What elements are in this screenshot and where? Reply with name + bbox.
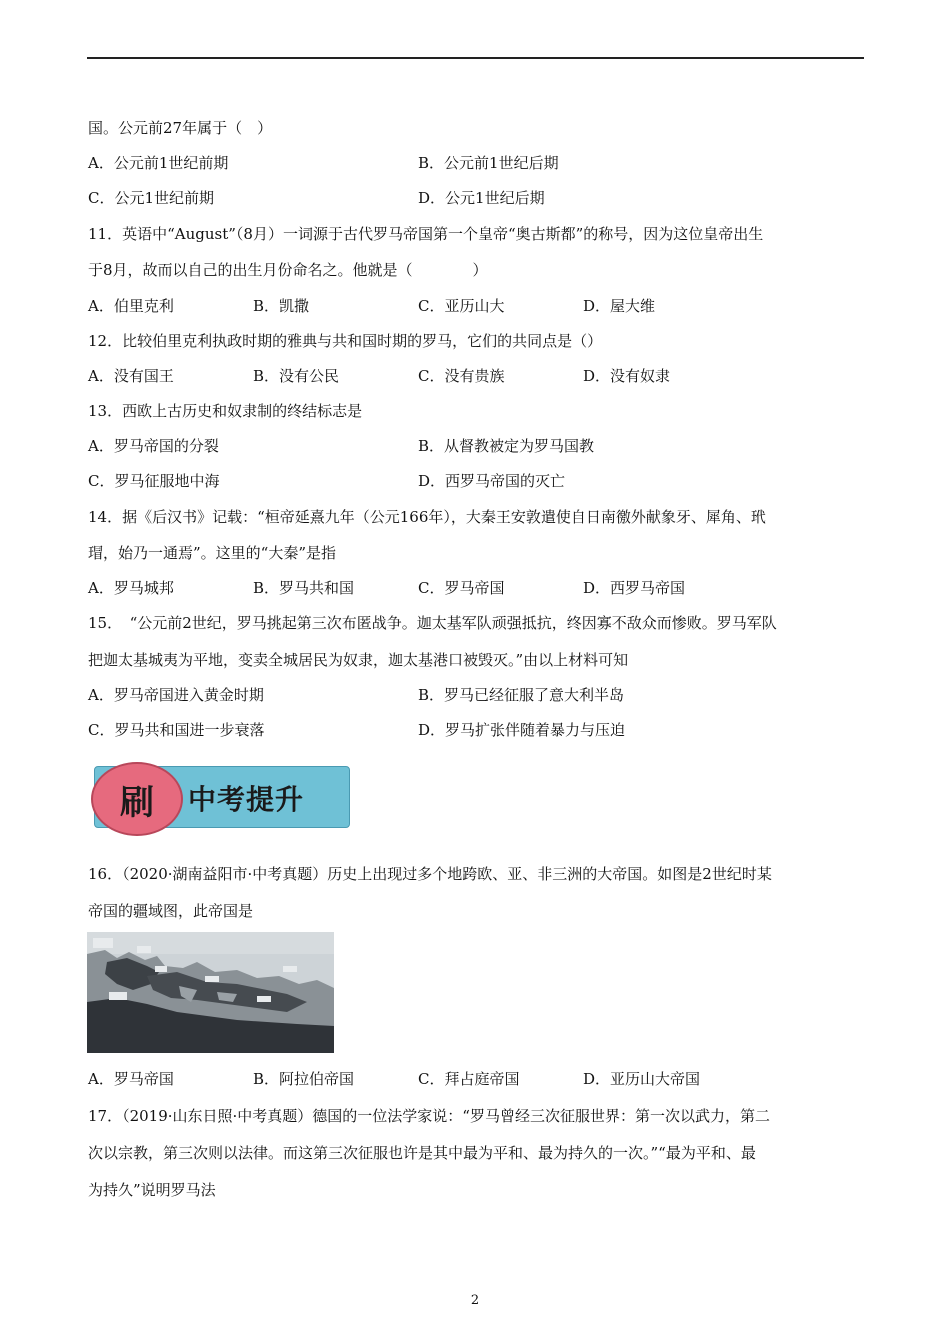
q17-stem-line1: 17．（2019·山东日照·中考真题）德国的一位法学家说：“罗马曾经三次征服世界：第一次以武力，第二 xyxy=(88,1107,770,1125)
q17-stem-line3: 为持久”说明罗马法 xyxy=(88,1181,216,1199)
q10-stem-cont: 国。公元前27年属于（ ） xyxy=(88,119,273,137)
q11-option-b[interactable]: B．凯撒 xyxy=(253,297,310,315)
banner-badge-text: 刷 xyxy=(120,782,154,823)
q16-option-d[interactable]: D．亚历山大帝国 xyxy=(583,1070,701,1088)
section-banner xyxy=(88,762,350,834)
q12-stem: 12．比较伯里克利执政时期的雅典与共和国时期的罗马，它们的共同点是（） xyxy=(88,332,603,350)
q13-option-d[interactable]: D．西罗马帝国的灭亡 xyxy=(418,472,566,490)
q15-stem-line1: 15． “公元前2世纪，罗马挑起第三次布匿战争。迦太基军队顽强抵抗，终因寡不敌众而惨败。罗马军队 xyxy=(88,614,777,632)
q12-option-d[interactable]: D．没有奴隶 xyxy=(583,367,671,385)
q16-stem-line1: 16．（2020·湖南益阳市·中考真题）历史上出现过多个地跨欧、亚、非三洲的大帝国。如图是2世纪时某 xyxy=(88,865,772,883)
q11-option-d[interactable]: D．屋大维 xyxy=(583,297,656,315)
q13-option-c[interactable]: C．罗马征服地中海 xyxy=(88,472,220,490)
empire-map-image xyxy=(87,932,334,1053)
q14-option-c[interactable]: C．罗马帝国 xyxy=(418,579,505,597)
q16-option-c[interactable]: C．拜占庭帝国 xyxy=(418,1070,520,1088)
q12-option-a[interactable]: A．没有国王 xyxy=(88,367,174,385)
q14-option-b[interactable]: B．罗马共和国 xyxy=(253,579,355,597)
q15-option-c[interactable]: C．罗马共和国进一步衰落 xyxy=(88,721,265,739)
banner-badge xyxy=(91,762,183,836)
header-rule xyxy=(87,57,864,59)
q10-option-a[interactable]: A．公元前1世纪前期 xyxy=(88,154,229,172)
q13-stem: 13．西欧上古历史和奴隶制的终结标志是 xyxy=(88,402,363,420)
q17-stem-line2: 次以宗教，第三次则以法律。而这第三次征服也许是其中最为平和、最为持久的一次。”“最为平和、最 xyxy=(88,1144,756,1162)
q13-option-a[interactable]: A．罗马帝国的分裂 xyxy=(88,437,219,455)
banner-title: 中考提升 xyxy=(188,783,305,816)
q15-option-a[interactable]: A．罗马帝国进入黄金时期 xyxy=(88,686,264,704)
q16-option-a[interactable]: A．罗马帝国 xyxy=(88,1070,174,1088)
q10-option-c[interactable]: C．公元1世纪前期 xyxy=(88,189,215,207)
q14-stem-line2: 瑁，始乃一通焉”。这里的“大秦”是指 xyxy=(88,544,337,562)
q14-option-d[interactable]: D．西罗马帝国 xyxy=(583,579,686,597)
q11-option-c[interactable]: C．亚历山大 xyxy=(418,297,505,315)
q16-stem-line2: 帝国的疆域图，此帝国是 xyxy=(88,902,254,920)
q13-option-b[interactable]: B．从督教被定为罗马国教 xyxy=(418,437,595,455)
q16-option-b[interactable]: B．阿拉伯帝国 xyxy=(253,1070,355,1088)
q11-stem-line2: 于8月，故而以自己的出生月份命名之。他就是（ ） xyxy=(88,261,488,279)
q15-option-b[interactable]: B．罗马已经征服了意大利半岛 xyxy=(418,686,625,704)
q15-stem-line2: 把迦太基城夷为平地，变卖全城居民为奴隶，迦太基港口被毁灭。”由以上材料可知 xyxy=(88,651,629,669)
q15-option-d[interactable]: D．罗马扩张伴随着暴力与压迫 xyxy=(418,721,626,739)
q14-option-a[interactable]: A．罗马城邦 xyxy=(88,579,174,597)
q11-option-a[interactable]: A．伯里克利 xyxy=(88,297,174,315)
map-illustration xyxy=(87,932,334,1053)
q10-option-d[interactable]: D．公元1世纪后期 xyxy=(418,189,545,207)
page-number: 2 xyxy=(470,1293,480,1308)
q12-option-b[interactable]: B．没有公民 xyxy=(253,367,340,385)
q11-stem-line1: 11．英语中“August”（8月）一词源于古代罗马帝国第一个皇帝“奥古斯都”的称号，因为这位皇帝出生 xyxy=(88,225,764,243)
q12-option-c[interactable]: C．没有贵族 xyxy=(418,367,505,385)
q14-stem-line1: 14．据《后汉书》记载：“桓帝延熹九年（公元166年），大秦王安敦遣使自日南徼外献象牙、犀角、玳 xyxy=(88,508,766,526)
q10-option-b[interactable]: B．公元前1世纪后期 xyxy=(418,154,559,172)
